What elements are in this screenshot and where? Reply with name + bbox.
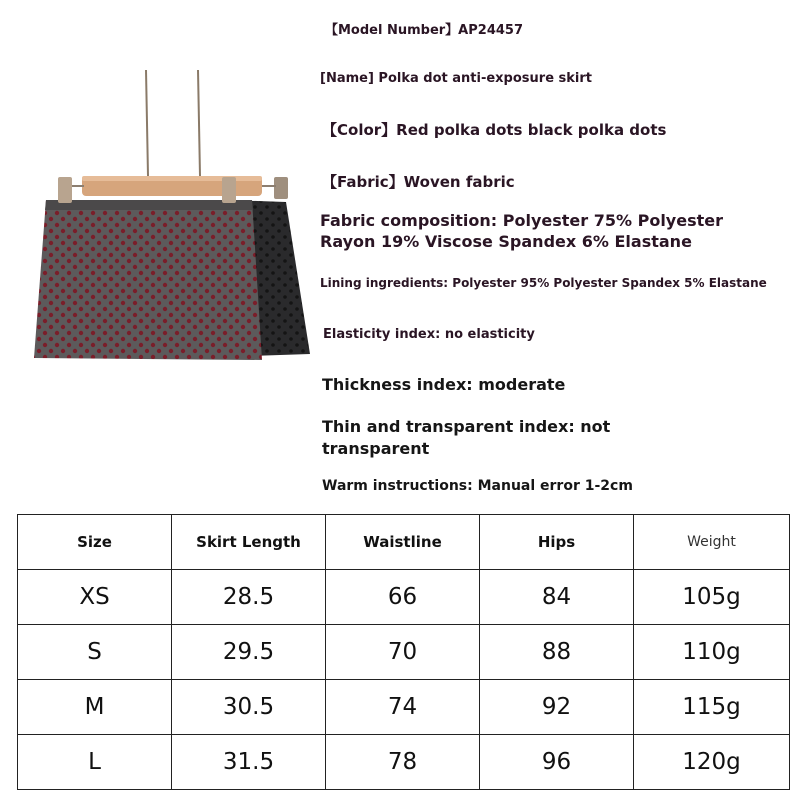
fabric-composition: Fabric composition: Polyester 75% Polyester Rayon 19% Viscose Spandex 6% Elastane	[320, 211, 723, 251]
elasticity-index: Elasticity index: no elasticity	[323, 327, 535, 342]
product-fabric: 【Fabric】Woven fabric	[322, 173, 515, 191]
cell-hips: 92	[480, 680, 634, 735]
hanger-clip-left	[58, 177, 72, 203]
cell-waistline: 66	[326, 570, 480, 625]
cell-weight: 105g	[634, 570, 790, 625]
hanger-cord-left	[146, 70, 148, 176]
model-number: 【Model Number】AP24457	[325, 23, 524, 38]
cell-weight: 110g	[634, 625, 790, 680]
hanger-cord-right	[198, 70, 200, 176]
cell-hips: 88	[480, 625, 634, 680]
hanger-clip-mid	[222, 177, 236, 203]
table-row	[18, 735, 790, 790]
size-chart-table	[17, 514, 790, 790]
table-row	[18, 570, 790, 625]
cell-weight: 115g	[634, 680, 790, 735]
cell-size: S	[18, 625, 172, 680]
cell-weight: 120g	[634, 735, 790, 790]
table-row	[18, 625, 790, 680]
product-name: [Name] Polka dot anti-exposure skirt	[320, 71, 593, 86]
waistband	[45, 200, 252, 210]
hanger-clip-right	[274, 177, 288, 199]
cell-size: L	[18, 735, 172, 790]
table-row	[18, 680, 790, 735]
lining-ingredients: Lining ingredients: Polyester 95% Polyester Spandex 5% Elastane	[320, 276, 767, 290]
header-size: Size	[18, 515, 172, 570]
table-header-row	[18, 515, 790, 570]
product-image	[30, 66, 320, 366]
cell-skirt-length: 29.5	[172, 625, 326, 680]
cell-size: M	[18, 680, 172, 735]
product-color: 【Color】Red polka dots black polka dots	[322, 121, 667, 139]
cell-skirt-length: 31.5	[172, 735, 326, 790]
thickness-index: Thickness index: moderate	[322, 375, 566, 394]
cell-hips: 96	[480, 735, 634, 790]
transparency-index: Thin and transparent index: not transparent	[322, 417, 611, 458]
gray-skirt	[34, 200, 262, 360]
cell-skirt-length: 28.5	[172, 570, 326, 625]
cell-hips: 84	[480, 570, 634, 625]
cell-skirt-length: 30.5	[172, 680, 326, 735]
header-weight: Weight	[634, 515, 790, 570]
header-skirt-length: Skirt Length	[172, 515, 326, 570]
warm-instructions: Warm instructions: Manual error 1-2cm	[322, 478, 633, 494]
header-waistline: Waistline	[326, 515, 480, 570]
header-hips: Hips	[480, 515, 634, 570]
cell-waistline: 78	[326, 735, 480, 790]
cell-waistline: 70	[326, 625, 480, 680]
cell-size: XS	[18, 570, 172, 625]
cell-waistline: 74	[326, 680, 480, 735]
